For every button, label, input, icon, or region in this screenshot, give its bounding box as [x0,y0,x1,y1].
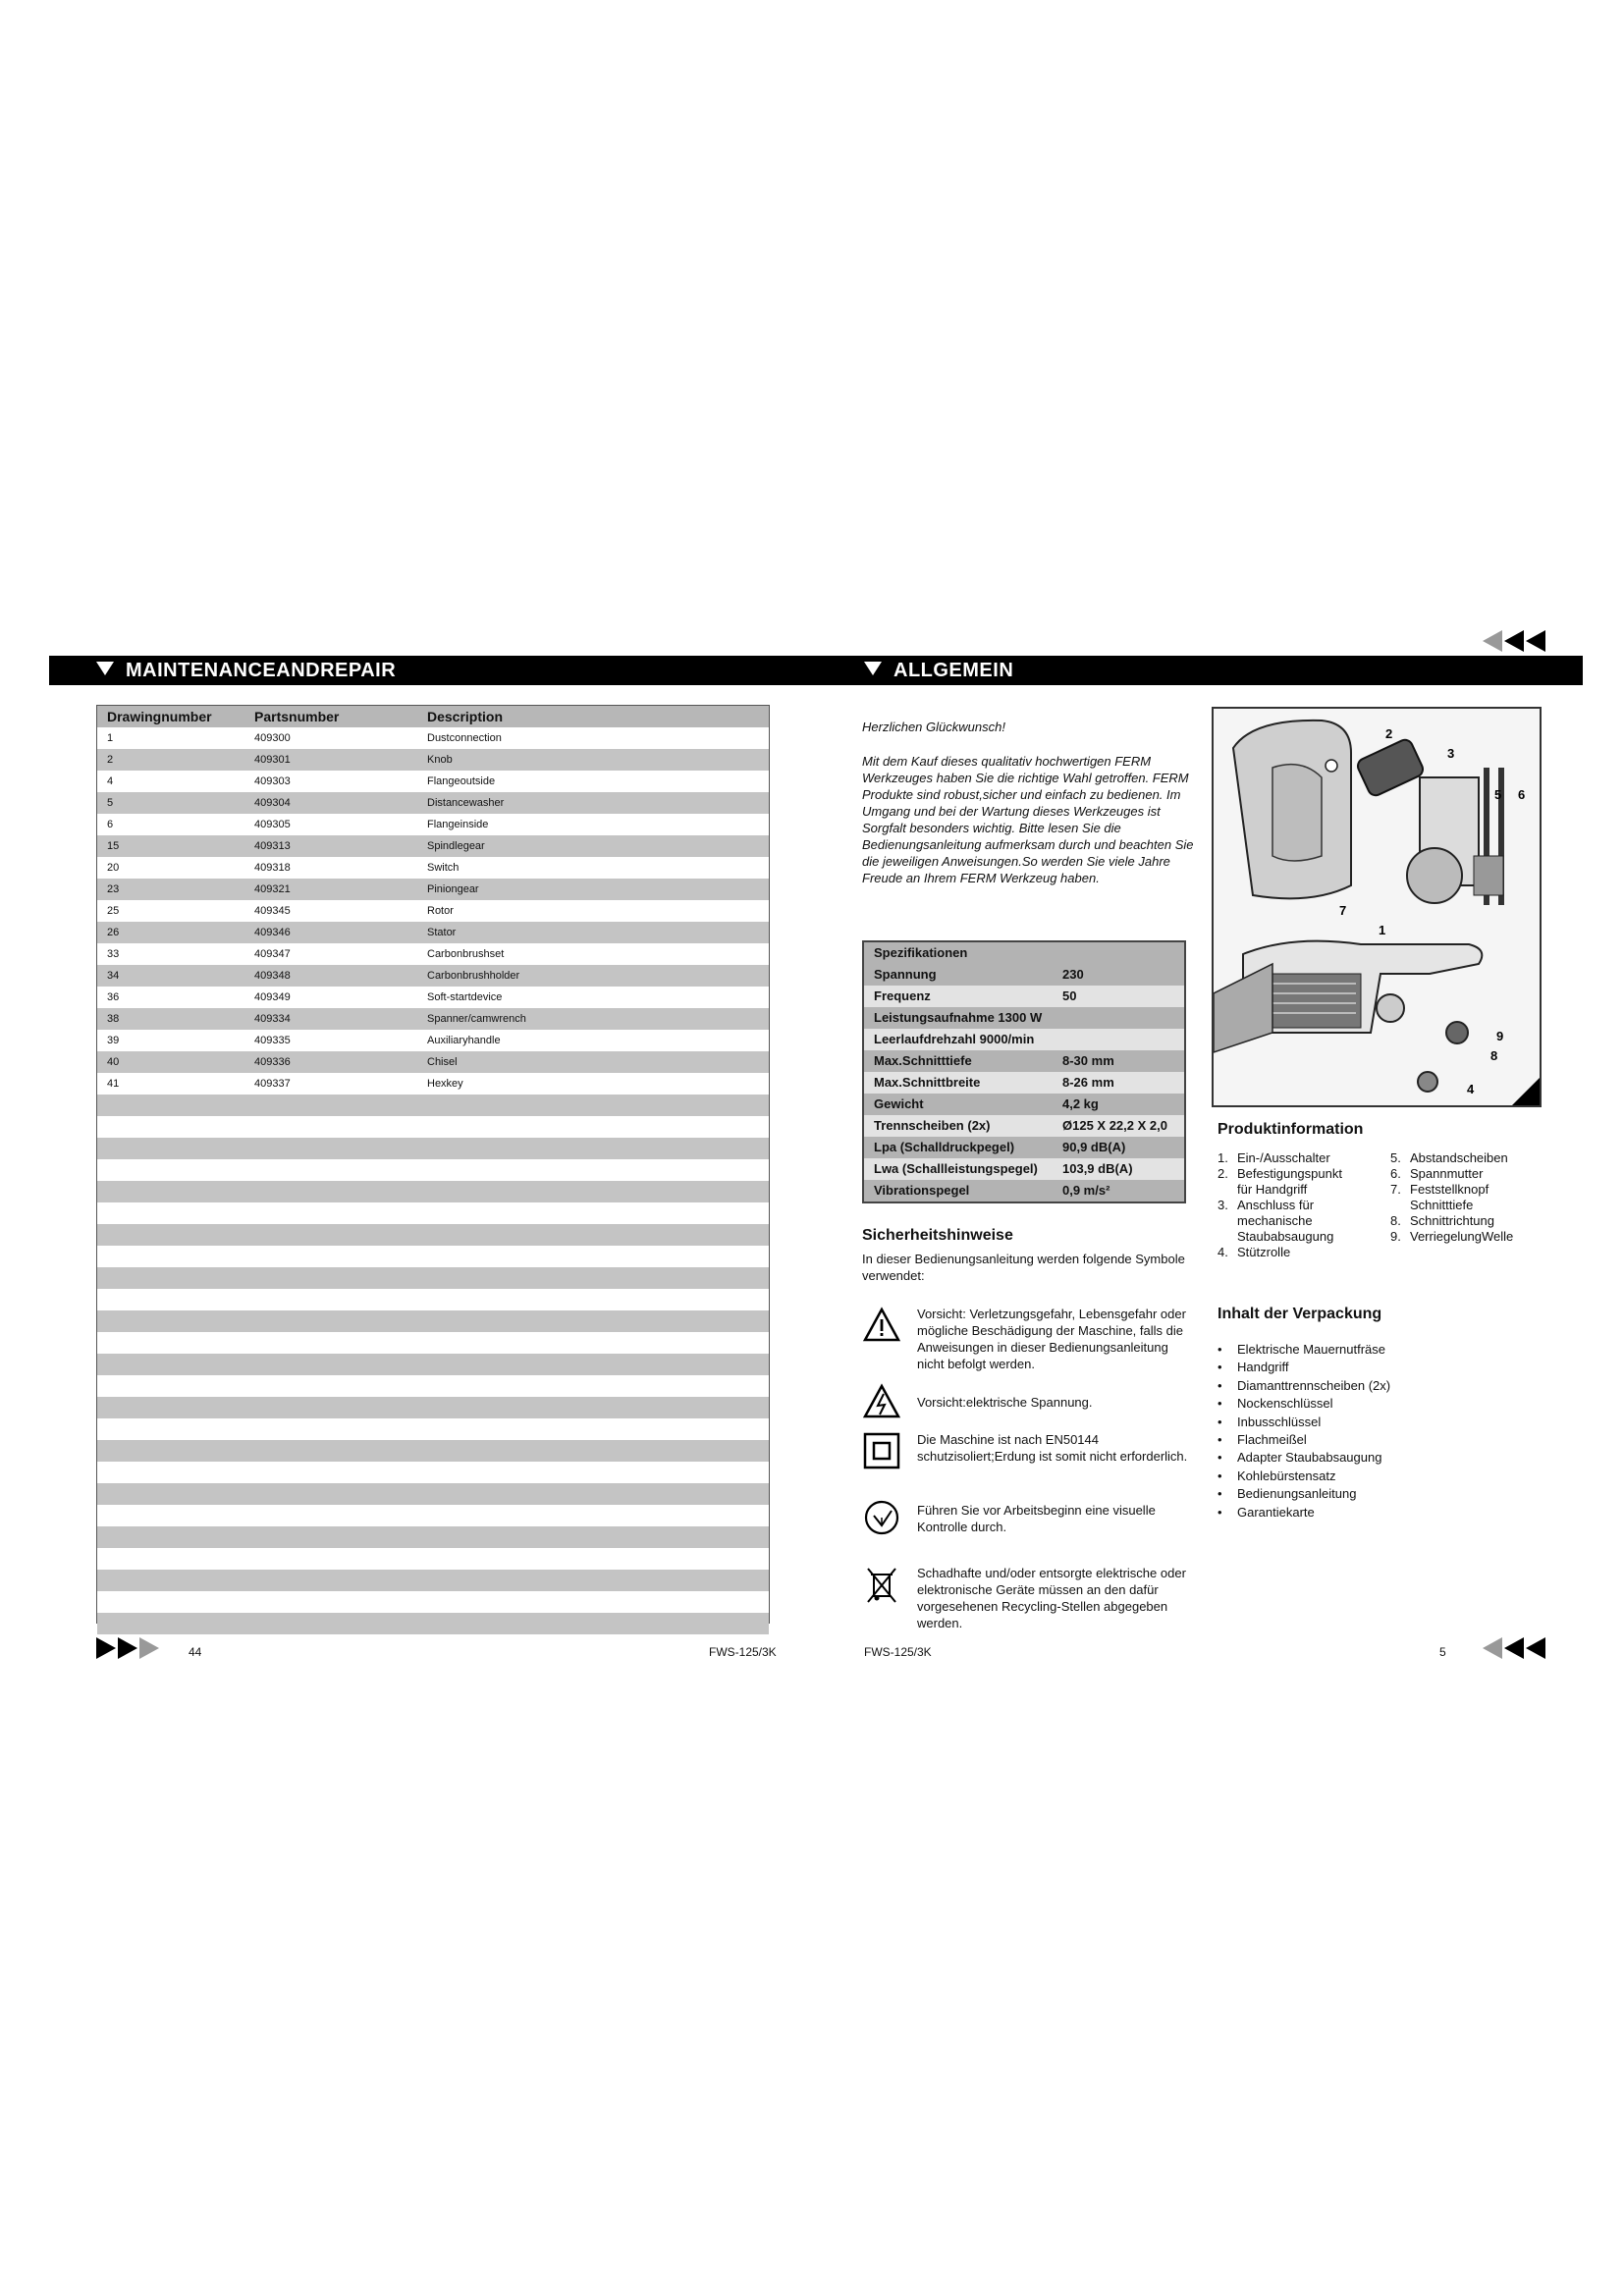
table-cell: Flangeoutside [427,775,496,787]
table-cell: 409349 [254,991,291,1003]
list-item: 2. Befestigungspunkt für Handgriff [1218,1166,1342,1197]
left-page-number: 44 [189,1645,202,1659]
list-item [1218,1414,1390,1431]
table-row [97,943,769,965]
list-item: 4. Stützrolle [1218,1245,1291,1259]
spec-row [864,986,1184,1007]
list-item [1218,1485,1390,1503]
bullet-icon: • [1218,1342,1222,1357]
table-cell: 34 [107,970,120,982]
spec-label: Vibrationspegel [874,1183,970,1198]
list-item-label: Nockenschlüssel [1237,1396,1333,1412]
safety-title: Sicherheitshinweise [862,1227,1013,1244]
table-cell: Spindlegear [427,840,485,852]
list-item-label: Diamanttrennscheiben (2x) [1237,1377,1391,1393]
table-cell: 409345 [254,905,291,917]
table-row [97,1073,769,1095]
intro-text [862,719,1196,904]
list-item: 5. Abstandscheiben [1390,1150,1508,1165]
nav-arrows-top [1483,630,1545,652]
spec-label: Lpa (Schalldruckpegel) [874,1140,1015,1154]
figure-label-1: 1 [1379,923,1386,937]
arrow-left-icon [1526,630,1545,652]
product-info-col1 [1218,1150,1384,1260]
table-row-empty [97,1462,769,1483]
nav-arrows-bottom-right [1483,1637,1545,1659]
parts-table [96,705,770,1624]
table-row-empty [97,1526,769,1548]
table-row-empty [97,1483,769,1505]
figure-label-2: 2 [1385,726,1393,741]
table-cell: Chisel [427,1056,458,1068]
bullet-icon: • [1218,1396,1222,1412]
list-item: 1. Ein-/Ausschalter [1218,1150,1330,1165]
table-row [97,1008,769,1030]
list-item [1218,1468,1390,1485]
left-section-title: MAINTENANCEANDREPAIR [96,657,396,684]
table-cell: 4 [107,775,114,787]
table-row [97,922,769,943]
table-row-empty [97,1440,769,1462]
list-item: 7. Feststellknopf Schnitttiefe [1390,1182,1489,1212]
arrow-left-icon [1483,1637,1502,1659]
table-row-empty [97,1332,769,1354]
bullet-icon: • [1218,1450,1222,1466]
table-row [97,965,769,987]
arrow-left-icon [1526,1637,1545,1659]
spec-value: 8-30 mm [1062,1053,1114,1068]
table-cell: Rotor [427,905,454,917]
table-row-empty [97,1246,769,1267]
spec-row [864,1072,1184,1094]
right-section-title: ALLGEMEIN [864,657,1013,684]
spec-row [864,1115,1184,1137]
symbol-weee: Schadhafte und/oder entsorgte elektrische oder elektronische Geräte müssen an den dafür vorgesehenen Recycling-Stellen abgegeben werden. [862,1565,1196,1633]
table-cell: 409334 [254,1013,291,1025]
bullet-icon: • [1218,1504,1222,1520]
table-row-empty [97,1354,769,1375]
list-item-label: Bedienungsanleitung [1237,1486,1357,1502]
figure-label-4: 4 [1467,1082,1475,1096]
table-cell: Flangeinside [427,819,489,830]
table-row-empty [97,1202,769,1224]
table-row-empty [97,1591,769,1613]
wall-chaser-drawing [1214,709,1542,1107]
spec-row [864,1094,1184,1115]
list-item-label: Kohlebürstensatz [1237,1468,1336,1483]
table-row [97,879,769,900]
bullet-icon: • [1218,1486,1222,1502]
bullet-icon: • [1218,1414,1222,1429]
spec-value: 230 [1062,967,1084,982]
spec-row [864,1029,1184,1050]
figure-label-6: 6 [1518,787,1526,802]
list-item: 9. VerriegelungWelle [1390,1229,1514,1244]
table-cell: Distancewasher [427,797,505,809]
table-cell: 36 [107,991,120,1003]
bullet-icon: • [1218,1432,1222,1448]
spec-row [864,1007,1184,1029]
table-cell: 409321 [254,883,291,895]
table-cell: Switch [427,862,460,874]
spec-value: 8-26 mm [1062,1075,1114,1090]
table-cell: 409336 [254,1056,291,1068]
arrow-left-icon [1483,630,1502,652]
table-row-empty [97,1095,769,1116]
table-cell: 409305 [254,819,291,830]
table-cell: 409304 [254,797,291,809]
right-model: FWS-125/3K [864,1645,932,1659]
table-cell: 409347 [254,948,291,960]
list-item-label: Flachmeißel [1237,1432,1307,1448]
table-row-empty [97,1570,769,1591]
symbol-visual-check: Führen Sie vor Arbeitsbeginn eine visuelle Kontrolle durch. [862,1498,1196,1537]
arrow-right-icon [118,1637,137,1659]
visual-check-icon [862,1498,901,1537]
bullet-icon: • [1218,1468,1222,1483]
list-item: 8. Schnittrichtung [1390,1213,1494,1228]
table-row-empty [97,1138,769,1159]
table-cell: 1 [107,732,114,744]
electric-hazard-icon [862,1382,901,1421]
table-row [97,814,769,835]
product-illustration [1212,707,1542,1107]
table-row-empty [97,1418,769,1440]
table-row [97,727,769,749]
table-row [97,749,769,771]
table-cell: Carbonbrushholder [427,970,520,982]
spec-value: 0,9 m/s² [1062,1183,1110,1198]
list-item-label: Handgriff [1237,1360,1289,1375]
list-item [1218,1341,1390,1359]
list-item: 3. Anschluss für mechanische Staubabsaugung [1218,1198,1334,1244]
arrow-right-icon [96,1637,116,1659]
list-item-label: Elektrische Mauernutfräse [1237,1342,1386,1357]
spec-row [864,1137,1184,1158]
bullet-icon: • [1218,1377,1222,1393]
table-cell: 40 [107,1056,120,1068]
spec-label: Frequenz [874,988,931,1003]
table-cell: 23 [107,883,120,895]
spec-label: Leerlaufdrehzahl 9000/min [874,1032,1035,1046]
table-cell: Stator [427,927,457,938]
spec-row [864,964,1184,986]
figure-label-3: 3 [1447,746,1455,761]
table-row-empty [97,1224,769,1246]
list-item-label: Inbusschlüssel [1237,1414,1322,1429]
symbol-warning: Vorsicht: Verletzungsgefahr, Lebensgefahr oder mögliche Beschädigung der Maschine, falls die Anweisungen in dieser Bedienungsanleitung nicht befolgt werden. [862,1306,1196,1364]
figure-label-8: 8 [1490,1048,1498,1063]
parts-table-header: Drawingnumber Partsnumber Description [97,706,769,727]
table-cell: 38 [107,1013,120,1025]
table-row-empty [97,1116,769,1138]
table-cell: 409301 [254,754,291,766]
figure-label-9: 9 [1496,1029,1504,1043]
table-cell: 409335 [254,1035,291,1046]
table-row-empty [97,1289,769,1310]
list-item [1218,1377,1390,1395]
package-title: Inhalt der Verpackung [1218,1306,1382,1322]
figure-label-7: 7 [1339,903,1347,918]
table-row-empty [97,1613,769,1634]
list-item [1218,1449,1390,1467]
product-info-col2 [1390,1150,1547,1245]
list-item [1218,1431,1390,1449]
table-cell: 409313 [254,840,291,852]
table-row-empty [97,1548,769,1570]
spec-label: Lwa (Schallleistungspegel) [874,1161,1038,1176]
warning-triangle-icon [862,1306,901,1345]
table-cell: 409300 [254,732,291,744]
arrow-left-icon [1504,630,1524,652]
list-item [1218,1504,1390,1522]
list-item-label: Adapter Staubabsaugung [1237,1450,1382,1466]
spec-row [864,1180,1184,1201]
table-cell: Piniongear [427,883,479,895]
spec-table [862,940,1186,1203]
table-cell: Spanner/camwrench [427,1013,526,1025]
spec-value: 50 [1062,988,1077,1003]
table-cell: Auxiliaryhandle [427,1035,501,1046]
safety-intro: In dieser Bedienungsanleitung werden folgende Symbole verwendet: [862,1252,1185,1283]
table-cell: Carbonbrushset [427,948,505,960]
table-cell: 409348 [254,970,291,982]
right-page-number: 5 [1439,1645,1446,1659]
table-cell: Dustconnection [427,732,502,744]
spec-value: 4,2 kg [1062,1096,1099,1111]
double-insulation-icon [862,1431,901,1470]
symbol-insulation: Die Maschine ist nach EN50144 schutzisoliert;Erdung ist somit nicht erforderlich. [862,1431,1196,1474]
product-info-title: Produktinformation [1218,1121,1364,1138]
table-row [97,1030,769,1051]
weee-bin-icon [862,1565,901,1604]
table-cell: 33 [107,948,120,960]
table-row-empty [97,1267,769,1289]
spec-label: Gewicht [874,1096,924,1111]
table-cell: 25 [107,905,120,917]
arrow-left-icon [1504,1637,1524,1659]
list-item [1218,1395,1390,1413]
spec-value: Ø125 X 22,2 X 2,0 [1062,1118,1167,1133]
table-row [97,771,769,792]
spec-row [864,1050,1184,1072]
table-row [97,987,769,1008]
table-cell: 5 [107,797,114,809]
list-item: 6. Spannmutter [1390,1166,1484,1181]
table-cell: Soft-startdevice [427,991,503,1003]
spec-value: 103,9 dB(A) [1062,1161,1133,1176]
table-cell: 39 [107,1035,120,1046]
parts-table-body [97,727,769,1634]
table-cell: 6 [107,819,114,830]
spec-label: Trennscheiben (2x) [874,1118,991,1133]
table-row [97,1051,769,1073]
table-row-empty [97,1505,769,1526]
spec-label: Leistungsaufnahme 1300 W [874,1010,1043,1025]
table-row-empty [97,1159,769,1181]
triangle-down-icon [96,662,114,675]
table-row [97,900,769,922]
table-row [97,835,769,857]
spec-label: Spannung [874,967,937,982]
intro-paragraph: Mit dem Kauf dieses qualitativ hochwertigen FERM Werkzeuges haben Sie die richtige Wahl getroffen. FERM Produkte sind robust,sicher und einfach zu bedienen. Im Umgang und bei der Wartung dieses Werkzeuges ist Sorgfalt besonders wichtig. Bitte lesen Sie die Bedienungsanleitung aufmerksam durch und beachten Sie die jeweiligen Anweisungen.So werden Sie viele Jahre Freude an Ihrem FERM Werkzeug haben. [862,754,1194,885]
symbol-electric: Vorsicht:elektrische Spannung. [862,1382,1196,1421]
figure-label-5: 5 [1494,787,1502,802]
spec-title: Spezifikationen [864,942,1184,964]
table-cell: 409318 [254,862,291,874]
spec-label: Max.Schnittbreite [874,1075,981,1090]
table-row-empty [97,1310,769,1332]
table-cell: 41 [107,1078,120,1090]
table-cell: 409303 [254,775,291,787]
table-row-empty [97,1397,769,1418]
bullet-icon: • [1218,1360,1222,1375]
left-model: FWS-125/3K [709,1645,777,1659]
spec-label: Max.Schnitttiefe [874,1053,972,1068]
table-cell: 20 [107,862,120,874]
table-cell: 409337 [254,1078,291,1090]
table-cell: 15 [107,840,120,852]
spec-row [864,1158,1184,1180]
table-cell: 2 [107,754,114,766]
table-cell: Knob [427,754,453,766]
package-list [1218,1341,1390,1522]
table-cell: 26 [107,927,120,938]
list-item [1218,1359,1390,1376]
table-row [97,792,769,814]
table-row-empty [97,1375,769,1397]
list-item-label: Garantiekarte [1237,1504,1315,1520]
table-cell: 409346 [254,927,291,938]
arrow-right-icon [139,1637,159,1659]
table-row [97,857,769,879]
nav-arrows-bottom-left [96,1637,159,1659]
table-row-empty [97,1181,769,1202]
table-cell: Hexkey [427,1078,463,1090]
greeting: Herzlichen Glückwunsch! [862,720,1005,734]
triangle-down-icon [864,662,882,675]
spec-value: 90,9 dB(A) [1062,1140,1126,1154]
